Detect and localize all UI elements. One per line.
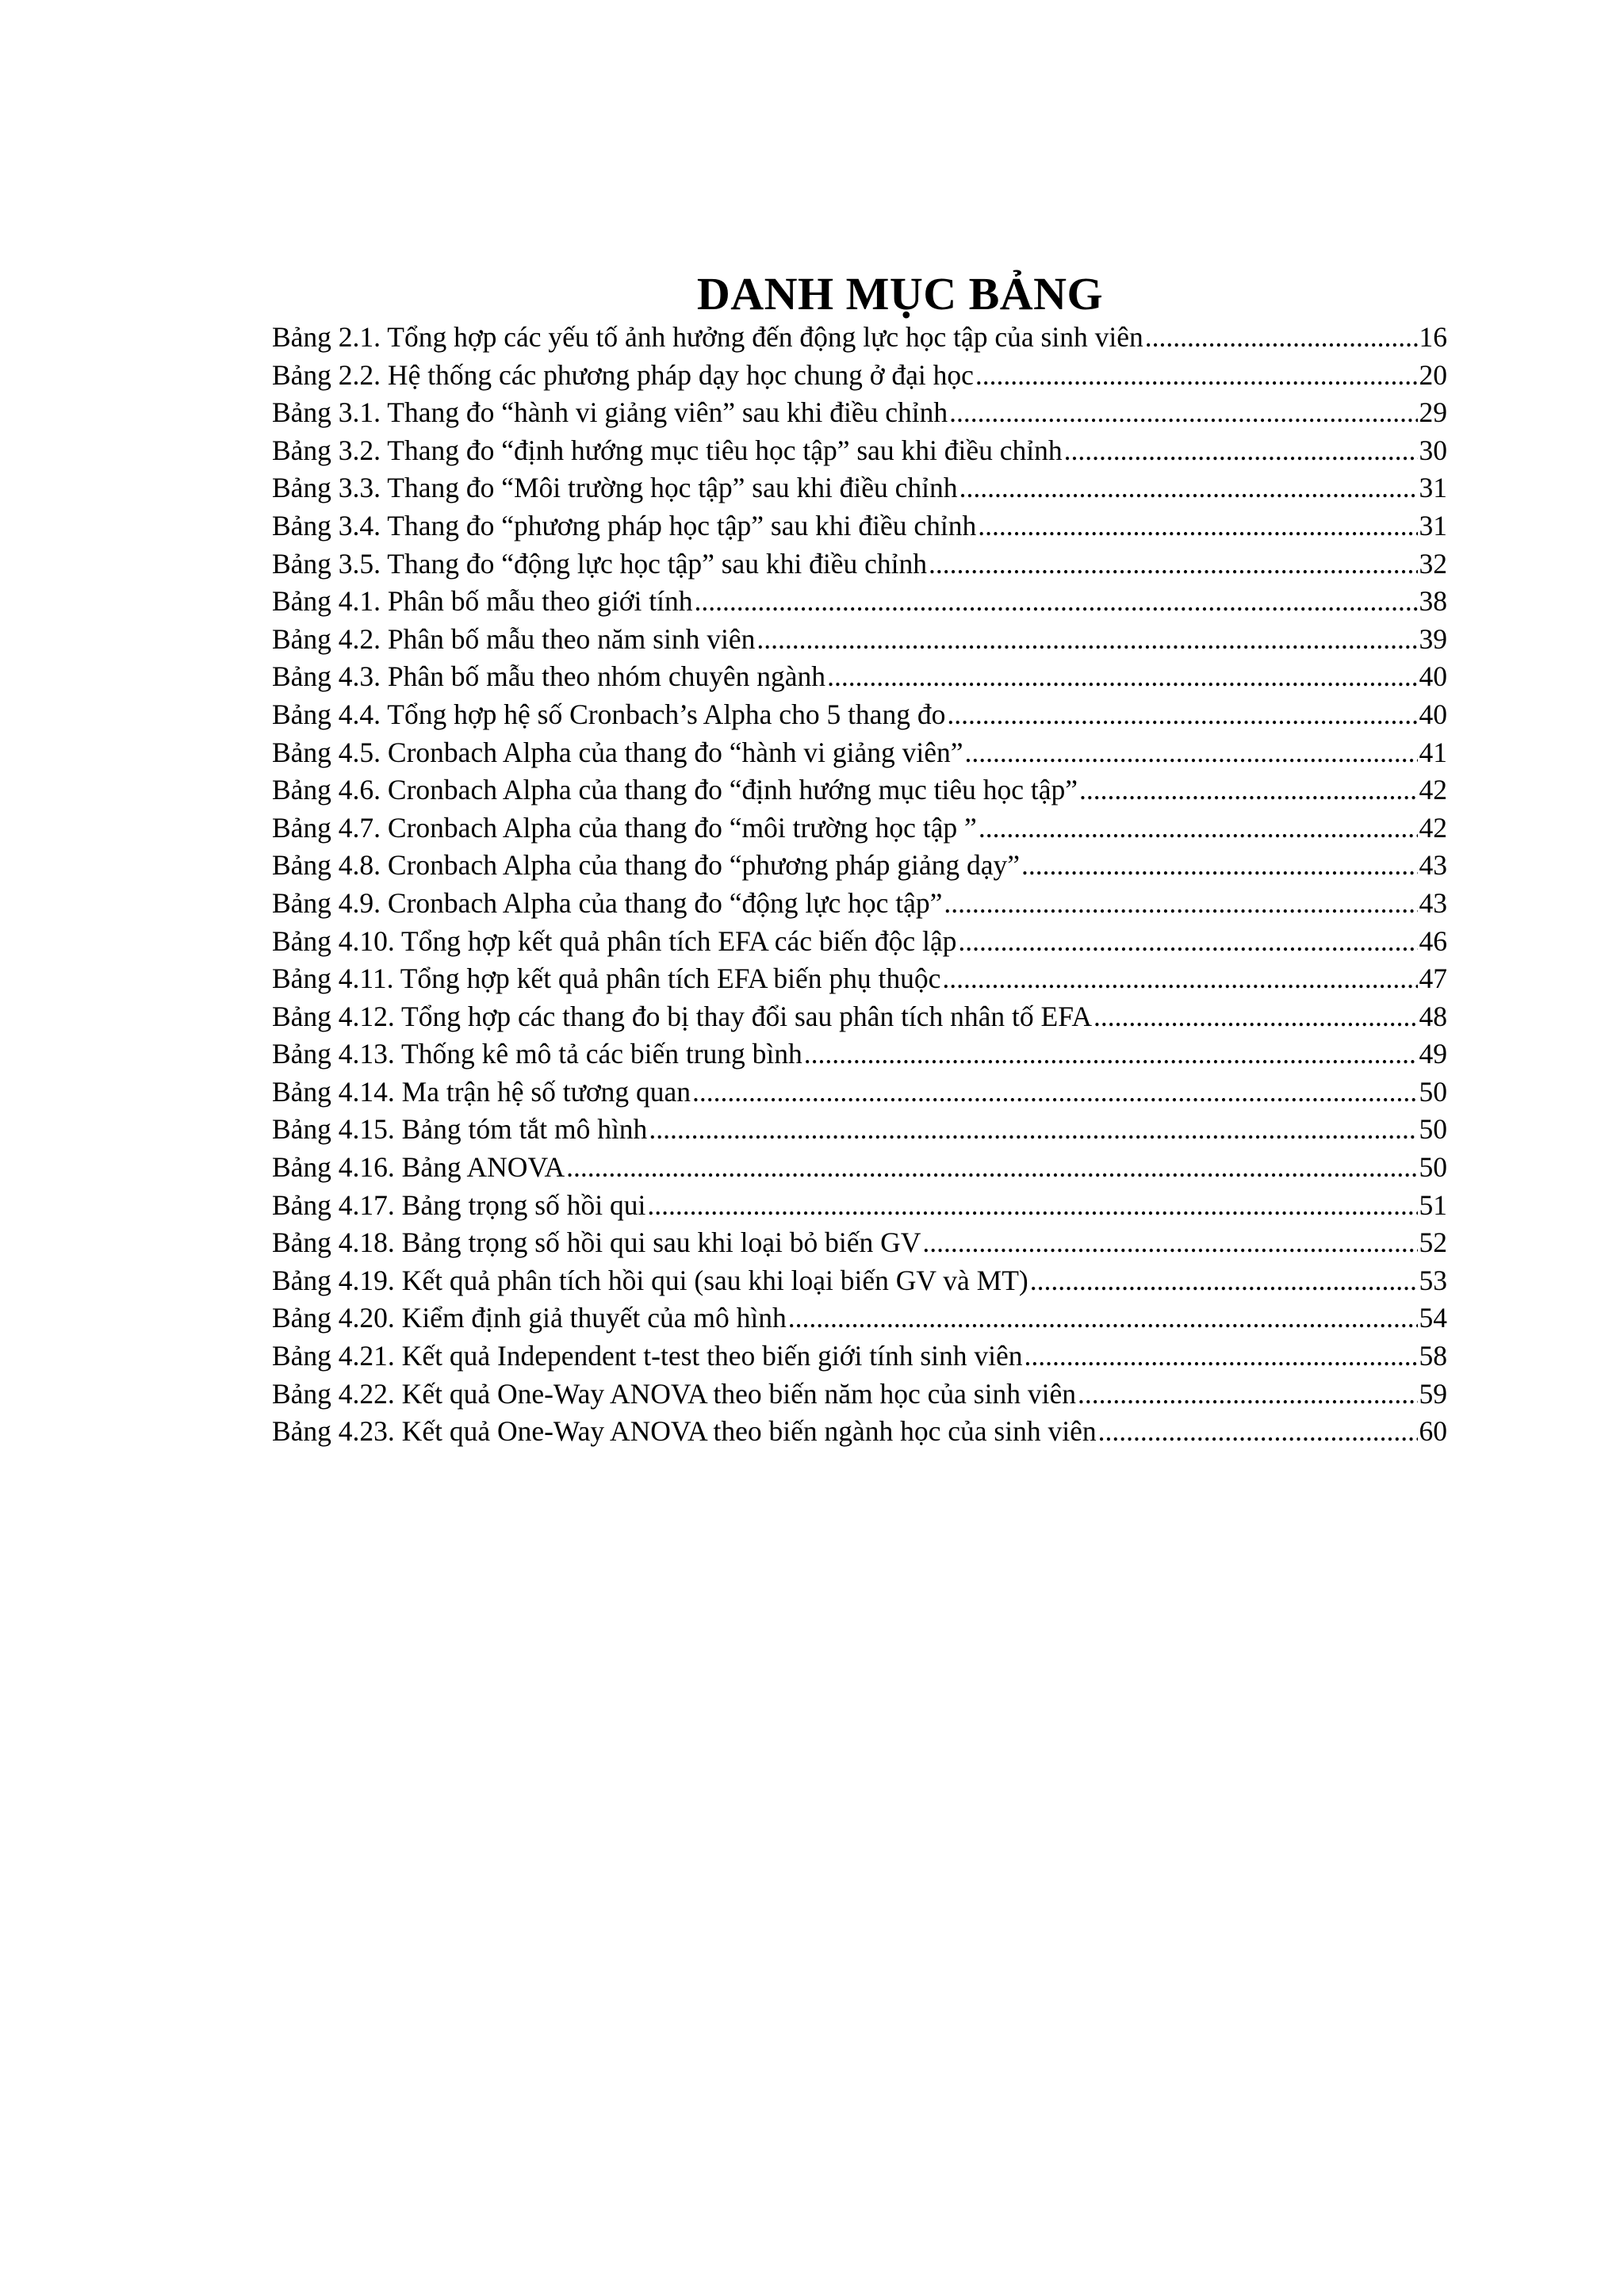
toc-entry-page-number: 51 <box>1419 1188 1447 1221</box>
toc-entry-page-number: 59 <box>1419 1377 1447 1410</box>
toc-entry[interactable] <box>272 1299 1447 1337</box>
toc-leader-dots <box>1094 998 1418 1036</box>
toc-entry[interactable] <box>272 432 1447 470</box>
toc-entry-label: Bảng 4.18. Bảng trọng số hồi qui sau khi loại bỏ biến GV <box>272 1226 921 1259</box>
toc-entry-page-number: 42 <box>1419 774 1447 806</box>
toc-entry-label: Bảng 4.6. Cronbach Alpha của thang đo “định hướng mục tiêu học tập” <box>272 774 1078 806</box>
toc-leader-dots <box>647 1187 1417 1225</box>
toc-entry[interactable] <box>272 1111 1447 1149</box>
toc-leader-dots <box>942 960 1417 998</box>
toc-entry[interactable] <box>272 583 1447 621</box>
toc-entry-page-number: 40 <box>1419 698 1447 730</box>
toc-entry-label: Bảng 3.3. Thang đo “Môi trường học tập” sau khi điều chỉnh <box>272 472 958 504</box>
page-title: DANH MỤC BẢNG <box>696 268 1104 320</box>
toc-leader-dots <box>1021 847 1417 885</box>
toc-entry-label: Bảng 3.1. Thang đo “hành vi giảng viên” sau khi điều chỉnh <box>272 396 948 429</box>
toc-entry[interactable] <box>272 545 1447 584</box>
toc-entry-page-number: 32 <box>1419 547 1447 580</box>
toc-entry[interactable] <box>272 923 1447 961</box>
toc-entry-label: Bảng 4.19. Kết quả phân tích hồi qui (sau khi loại biến GV và MT) <box>272 1264 1028 1296</box>
toc-entry-label: Bảng 4.23. Kết quả One-Way ANOVA theo biến ngành học của sinh viên <box>272 1415 1097 1448</box>
toc-entry[interactable] <box>272 1376 1447 1414</box>
toc-entry-label: Bảng 4.5. Cronbach Alpha của thang đo “hành vi giảng viên” <box>272 736 963 768</box>
toc-entry-label: Bảng 4.4. Tổng hợp hệ số Cronbach’s Alpha cho 5 thang đo <box>272 698 946 730</box>
toc-entry[interactable] <box>272 1337 1447 1376</box>
toc-entry-page-number: 31 <box>1419 472 1447 504</box>
toc-entry-label: Bảng 3.4. Thang đo “phương pháp học tập” sau khi điều chỉnh <box>272 509 977 541</box>
toc-entry[interactable] <box>272 1149 1447 1187</box>
toc-leader-dots <box>692 1073 1417 1112</box>
toc-entry-label: Bảng 3.2. Thang đo “định hướng mục tiêu học tập” sau khi điều chỉnh <box>272 434 1063 466</box>
toc-entry[interactable] <box>272 1187 1447 1225</box>
toc-leader-dots <box>1098 1413 1418 1451</box>
toc-entry-label: Bảng 4.14. Ma trận hệ số tương quan <box>272 1075 691 1108</box>
toc-entry-label: Bảng 4.8. Cronbach Alpha của thang đo “phương pháp giảng dạy” <box>272 849 1021 882</box>
toc-entry-page-number: 48 <box>1419 1000 1447 1032</box>
toc-entry-page-number: 60 <box>1419 1415 1447 1448</box>
toc-entry-label: Bảng 4.7. Cronbach Alpha của thang đo “môi trường học tập ” <box>272 811 977 844</box>
toc-leader-dots <box>922 1224 1417 1262</box>
toc-entry[interactable] <box>272 696 1447 734</box>
toc-leader-dots <box>1064 432 1418 470</box>
toc-entry-label: Bảng 4.20. Kiểm định giả thuyết của mô hình <box>272 1302 787 1334</box>
toc-entry[interactable] <box>272 319 1447 357</box>
toc-entry[interactable] <box>272 1035 1447 1073</box>
toc-entry-page-number: 16 <box>1419 321 1447 353</box>
toc-entry-page-number: 41 <box>1419 736 1447 768</box>
toc-entry-label: Bảng 4.13. Thống kê mô tả các biến trung bình <box>272 1038 802 1070</box>
toc-entry[interactable] <box>272 658 1447 696</box>
toc-entry-page-number: 38 <box>1419 585 1447 618</box>
table-of-tables <box>272 319 1447 1451</box>
toc-entry[interactable] <box>272 1262 1447 1300</box>
toc-entry-page-number: 30 <box>1419 434 1447 466</box>
toc-entry-page-number: 29 <box>1419 396 1447 429</box>
toc-leader-dots <box>1025 1337 1418 1376</box>
toc-entry-page-number: 50 <box>1419 1151 1447 1184</box>
toc-leader-dots <box>804 1035 1418 1073</box>
toc-entry[interactable] <box>272 1073 1447 1112</box>
toc-entry-page-number: 40 <box>1419 660 1447 693</box>
toc-entry-label: Bảng 4.17. Bảng trọng số hồi qui <box>272 1188 646 1221</box>
toc-entry-label: Bảng 2.2. Hệ thống các phương pháp dạy học chung ở đại học <box>272 358 974 391</box>
toc-leader-dots <box>566 1149 1417 1187</box>
toc-entry[interactable] <box>272 771 1447 809</box>
toc-entry[interactable] <box>272 507 1447 545</box>
toc-entry[interactable] <box>272 621 1447 659</box>
toc-entry-page-number: 49 <box>1419 1038 1447 1070</box>
toc-entry[interactable] <box>272 998 1447 1036</box>
toc-entry[interactable] <box>272 885 1447 923</box>
toc-entry-page-number: 43 <box>1419 849 1447 882</box>
toc-entry-label: Bảng 4.1. Phân bố mẫu theo giới tính <box>272 585 693 618</box>
toc-entry-label: Bảng 4.2. Phân bố mẫu theo năm sinh viên <box>272 622 756 655</box>
toc-leader-dots <box>788 1299 1418 1337</box>
toc-leader-dots <box>949 394 1417 432</box>
toc-entry-label: Bảng 4.16. Bảng ANOVA <box>272 1151 565 1184</box>
toc-entry-page-number: 53 <box>1419 1264 1447 1296</box>
toc-leader-dots <box>965 734 1418 772</box>
toc-entry-label: Bảng 4.21. Kết quả Independent t-test theo biến giới tính sinh viên <box>272 1340 1023 1372</box>
toc-leader-dots <box>1145 319 1418 357</box>
toc-leader-dots <box>649 1111 1417 1149</box>
toc-entry-page-number: 54 <box>1419 1302 1447 1334</box>
toc-entry-label: Bảng 4.12. Tổng hợp các thang đo bị thay đổi sau phân tích nhân tố EFA <box>272 1000 1092 1032</box>
toc-leader-dots <box>944 885 1417 923</box>
toc-entry-page-number: 47 <box>1419 962 1447 995</box>
toc-entry-page-number: 46 <box>1419 924 1447 957</box>
toc-leader-dots <box>958 923 1417 961</box>
toc-leader-dots <box>975 357 1418 395</box>
toc-leader-dots <box>1030 1262 1418 1300</box>
toc-leader-dots <box>756 621 1417 659</box>
toc-leader-dots <box>827 658 1417 696</box>
toc-entry[interactable] <box>272 1413 1447 1451</box>
toc-leader-dots <box>695 583 1418 621</box>
toc-leader-dots <box>978 507 1417 545</box>
toc-leader-dots <box>1078 1376 1418 1414</box>
toc-leader-dots <box>979 809 1418 848</box>
toc-entry-label: Bảng 3.5. Thang đo “động lực học tập” sau khi điều chỉnh <box>272 547 928 580</box>
toc-entry-label: Bảng 4.9. Cronbach Alpha của thang đo “động lực học tập” <box>272 886 943 919</box>
toc-entry-label: Bảng 4.15. Bảng tóm tắt mô hình <box>272 1113 648 1146</box>
toc-leader-dots <box>929 545 1417 584</box>
toc-leader-dots <box>959 469 1418 507</box>
toc-entry[interactable] <box>272 357 1447 395</box>
toc-entry-page-number: 42 <box>1419 811 1447 844</box>
toc-entry-page-number: 50 <box>1419 1075 1447 1108</box>
toc-entry[interactable] <box>272 847 1447 885</box>
toc-entry[interactable] <box>272 469 1447 507</box>
toc-leader-dots <box>1079 771 1418 809</box>
toc-entry-page-number: 43 <box>1419 886 1447 919</box>
toc-entry-label: Bảng 4.22. Kết quả One-Way ANOVA theo biến năm học của sinh viên <box>272 1377 1076 1410</box>
toc-entry-page-number: 50 <box>1419 1113 1447 1146</box>
toc-entry[interactable] <box>272 960 1447 998</box>
toc-entry[interactable] <box>272 394 1447 432</box>
toc-entry-page-number: 20 <box>1419 358 1447 391</box>
toc-entry-label: Bảng 2.1. Tổng hợp các yếu tố ảnh hưởng đến động lực học tập của sinh viên <box>272 321 1143 353</box>
toc-entry[interactable] <box>272 809 1447 848</box>
toc-entry-label: Bảng 4.10. Tổng hợp kết quả phân tích EFA các biến độc lập <box>272 924 957 957</box>
toc-entry[interactable] <box>272 734 1447 772</box>
toc-entry-page-number: 52 <box>1419 1226 1447 1259</box>
toc-entry-page-number: 58 <box>1419 1340 1447 1372</box>
toc-entry-page-number: 31 <box>1419 509 1447 541</box>
toc-entry-page-number: 39 <box>1419 622 1447 655</box>
toc-entry-label: Bảng 4.3. Phân bố mẫu theo nhóm chuyên ngành <box>272 660 826 693</box>
toc-entry-label: Bảng 4.11. Tổng hợp kết quả phân tích EFA biến phụ thuộc <box>272 962 941 995</box>
toc-entry[interactable] <box>272 1224 1447 1262</box>
toc-leader-dots <box>947 696 1417 734</box>
